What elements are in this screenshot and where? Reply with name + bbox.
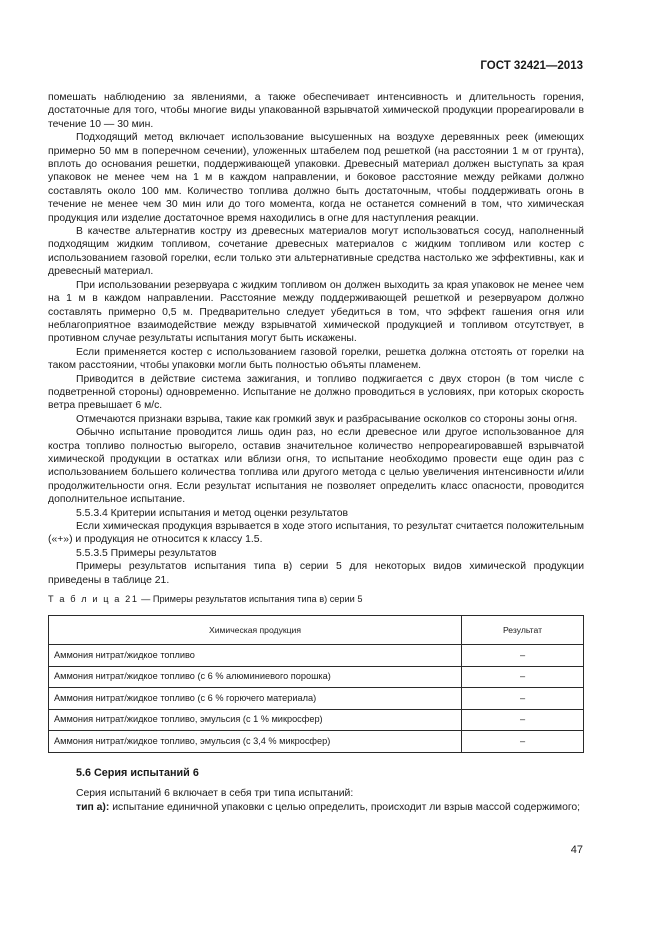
- paragraph: Отмечаются признаки взрыва, такие как громкий звук и разбрасывание осколков со стороны зоны огня.: [76, 413, 578, 425]
- document-code: ГОСТ 32421—2013: [480, 60, 583, 72]
- table-header-row: [49, 616, 584, 645]
- table-row: [49, 709, 584, 731]
- paragraph: Подходящий метод включает использование высушенных на воздухе деревянных реек (имеющих примерно 50 мм в поперечном сечении), уложенных штабелем под решеткой (на расстоянии 1 м от грунта), вплоть до основания решетки, поддерживающей упаковки. Древесный материал должен выступать за края упаковок не менее чем на 1 м в каждом направлении, и боковое расстояние между рейками должно составлять около 100 мм. Количество топлива должно быть достаточным, чтобы поддерживать огонь в течение не менее чем 30 мин или до того момента, когда не останется сомнений в том, что химическая продукция или изделие достаточное время находились в огне для наступления реакции.: [48, 132, 584, 224]
- table-caption: [48, 593, 584, 606]
- table-caption-label: Т а б л и ц а 21: [48, 594, 139, 605]
- table-cell-result: –: [462, 645, 584, 667]
- page-number: 47: [570, 844, 583, 856]
- list-item-text: испытание единичной упаковки с целью определить, происходит ли взрыв массой содержимого;: [109, 801, 581, 813]
- paragraph: При использовании резервуара с жидким топливом он должен выходить за края упаковок не менее чем на 1 м в каждом направлении. Расстояние между поддерживающей решеткой и резервуаром должно составлять примерно 0,5 м. Предварительно следует убедиться в том, что эффект гашения огня или неблагоприятное взаимодействие между взрывчатой химической продукцией и топливом отсутствует, в противном случае результаты испытания могут быть искажены.: [48, 279, 584, 345]
- table-caption-text: — Примеры результатов испытания типа в) серии 5: [138, 594, 363, 605]
- paragraph: Если химическая продукция взрывается в ходе этого испытания, то результат считается положительным («+») и продукция не относится к классу 1.5.: [48, 521, 584, 546]
- paragraph: Если применяется костер с использованием газовой горелки, решетка должна отстоять от горелки на таком расстоянии, чтобы упаковки могли быть полностью объяты пламенем.: [48, 346, 584, 372]
- subsection-heading: 5.5.3.4 Критерии испытания и метод оценки результатов: [76, 507, 349, 519]
- paragraph: Приводится в действие система зажигания, и топливо поджигается с двух сторон (в том числе с подветренной стороны) одновременно. Испытание не должно проводиться в условиях, при которых скорость ветра превышает 6 м/с.: [48, 373, 584, 412]
- table-cell-result: –: [462, 709, 584, 731]
- page-body: [48, 91, 584, 814]
- paragraph: Серия испытаний 6 включает в себя три типа испытаний:: [76, 788, 354, 800]
- paragraph: Примеры результатов испытания типа в) серии 5 для некоторых видов химической продукции приведены в таблице 21.: [48, 561, 584, 586]
- paragraph: Обычно испытание проводится лишь один раз, но если древесное или другое использованное для костра топливо полностью выгорело, оставив значительное количество непрореагировавшей взрывчатой химической продукции в остатках или вблизи огня, то испытание необходимо провести еще один раз с использованием большего количества топлива или другого метода с целью увеличения интенсивности и/или продолжительности огня. Если результат испытания не позволяет определить класс опасности, проводится дополнительное испытание.: [48, 427, 584, 506]
- table-cell-result: –: [462, 731, 584, 753]
- list-item-label: тип а):: [76, 801, 110, 813]
- subsection-heading: 5.5.3.5 Примеры результатов: [76, 547, 217, 559]
- table-cell-product: Аммония нитрат/жидкое топливо, эмульсия (с 3,4 % микросфер): [49, 731, 462, 753]
- table-row: [49, 688, 584, 710]
- column-header-result: Результат: [462, 616, 584, 645]
- table-cell-result: –: [462, 666, 584, 688]
- table-row: [49, 645, 584, 667]
- table-cell-product: Аммония нитрат/жидкое топливо (с 6 % алюминиевого порошка): [49, 666, 462, 688]
- paragraph: помешать наблюдению за явлениями, а также обеспечивает интенсивность и длительность горения, достаточные для того, чтобы многие виды упакованной взрывчатой химической продукции прореагировали в течение 10 — 30 мин.: [48, 92, 584, 130]
- table-row: [49, 666, 584, 688]
- table-cell-product: Аммония нитрат/жидкое топливо: [49, 645, 462, 667]
- column-header-product: Химическая продукция: [49, 616, 462, 645]
- paragraph: В качестве альтернатив костру из древесных материалов могут использоваться сосуд, наполненный подходящим жидким топливом, сочетание древесных материалов с жидким топливом или костер с использованием газовой горелки, если только эти альтернативные средства настолько же эффективны, как и древесный материал.: [48, 226, 584, 278]
- table-cell-result: –: [462, 688, 584, 710]
- table-row: [49, 731, 584, 753]
- section-title: 5.6 Серия испытаний 6: [76, 766, 199, 779]
- table-cell-product: Аммония нитрат/жидкое топливо, эмульсия (с 1 % микросфер): [49, 709, 462, 731]
- table-cell-product: Аммония нитрат/жидкое топливо (с 6 % горючего материала): [49, 688, 462, 710]
- results-table: [48, 615, 584, 753]
- list-item: [48, 801, 584, 814]
